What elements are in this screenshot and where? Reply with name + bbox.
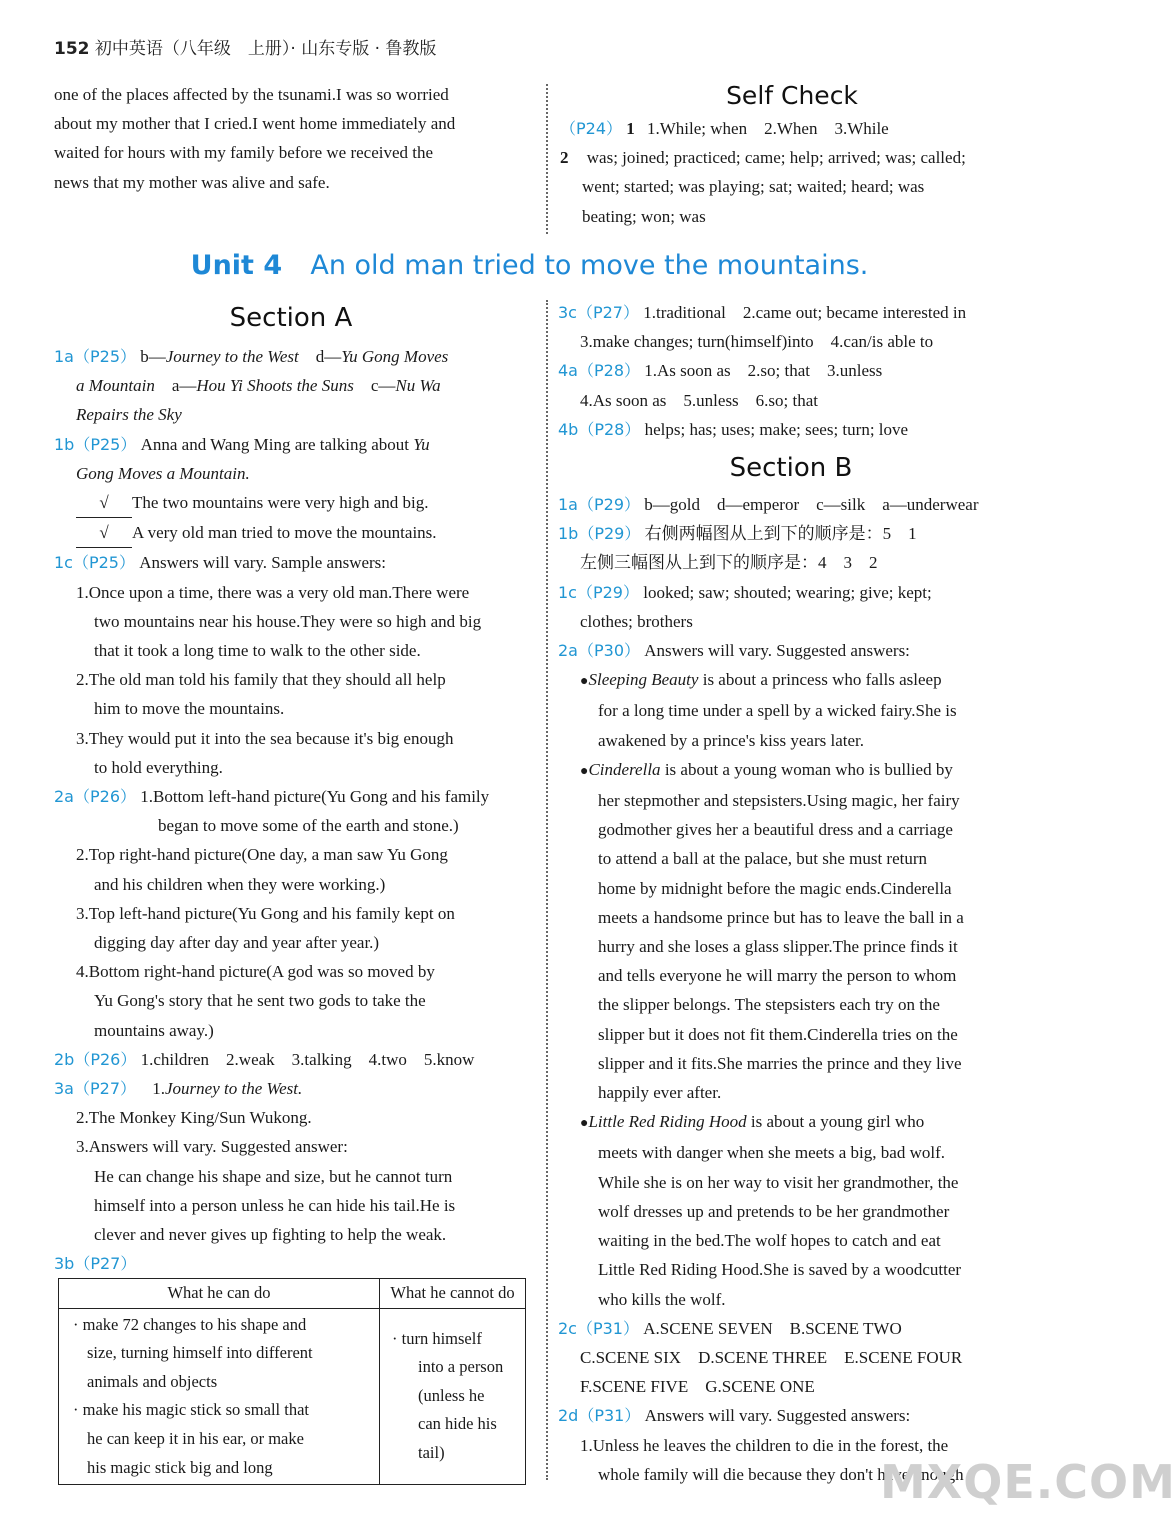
text-line: one of the places affected by the tsunami.I was so worried: [54, 85, 449, 104]
story-title: Hou Yi Shoots the Suns: [196, 376, 354, 396]
answer-text: 1.While; when 2.When 3.While: [647, 119, 889, 138]
text-line: He can change his shape and size, but he cannot turn: [94, 1166, 453, 1186]
answer-text: went; started; was playing; sat; waited; heard; was: [582, 177, 925, 197]
text-line: for a long time under a spell by a wicked fairy.She is: [598, 701, 957, 721]
text-line: slipper but it does not fit them.Cinderella tries on the: [598, 1024, 958, 1044]
page-tag: 3b（P27）: [54, 1254, 137, 1274]
story-title: Journey to the West: [165, 347, 299, 366]
cell-line: can hide his: [418, 1414, 497, 1434]
text: is about a young girl who: [746, 1112, 925, 1132]
text: Anna and Wang Ming are talking about: [140, 434, 409, 454]
text-line: and tells everyone he will marry the person to whom: [598, 966, 957, 986]
bullet-icon: ●: [580, 674, 589, 690]
text-line: 1.Unless he leaves the children to die in the forest, the: [580, 1435, 949, 1455]
story-title: Gong Moves a Mountain.: [76, 463, 250, 483]
cell-line: his magic stick big and long: [87, 1457, 273, 1477]
question-number: 1: [626, 119, 635, 138]
text-line: 4.As soon as 5.unless 6.so; that: [580, 390, 818, 410]
page-tag: 2d（P31）: [558, 1406, 641, 1426]
text-line: 2.Top right-hand picture(One day, a man saw Yu Gong: [76, 845, 448, 865]
text-line: about my mother that I cried.I went home immediately and: [54, 114, 456, 134]
page-tag: 3c（P27）: [558, 303, 639, 322]
text-line: F.SCENE FIVE G.SCENE ONE: [580, 1377, 815, 1397]
text-line: 3.Answers will vary. Suggested answer:: [76, 1137, 348, 1157]
page-header: [54, 34, 436, 59]
text-line: two mountains near his house.They were so high and big: [94, 611, 482, 631]
text: Answers will vary. Sample answers:: [139, 553, 387, 573]
unit-title: [0, 250, 1059, 281]
text-line: 3.make changes; turn(himself)into 4.can/is able to: [580, 332, 934, 352]
cell-line: into a person: [418, 1357, 504, 1377]
text: 右侧两幅图从上到下的顺序是：5 1: [644, 524, 917, 544]
section-a-title: Section A: [229, 303, 353, 333]
text: is about a princess who falls asleep: [698, 670, 942, 690]
text-line: wolf dresses up and pretends to be her grandmother: [598, 1201, 950, 1221]
text-line: began to move some of the earth and stone.): [158, 816, 459, 836]
text-line: news that my mother was alive and safe.: [54, 172, 330, 192]
text-line: slipper and it fits.She marries the prince and they live: [598, 1053, 962, 1073]
self-check-block: [560, 78, 1024, 231]
page-tag: 1c（P29）: [558, 582, 639, 602]
check-mark: √: [76, 488, 132, 518]
cell-line: · make his magic stick so small that: [73, 1400, 309, 1420]
text-line: 1.Once upon a time, there was a very old man.There were: [76, 582, 470, 602]
text-line: 左侧三幅图从上到下的顺序是：4 3 2: [580, 553, 878, 573]
page-tag: （P24）: [560, 119, 623, 138]
text-line: Little Red Riding Hood.She is saved by a woodcutter: [598, 1260, 962, 1280]
previous-answer-text: [54, 80, 528, 197]
text: 1.children 2.weak 3.talking 4.two 5.know: [140, 1049, 475, 1069]
text-line: himself into a person unless he can hide his tail.He is: [94, 1195, 456, 1215]
text-line: her stepmother and stepsisters.Using magic, her fairy: [598, 791, 960, 811]
cell-line: animals and objects: [87, 1371, 218, 1391]
story-title: Yu Gong Moves: [341, 347, 449, 366]
text: looked; saw; shouted; wearing; give; kept;: [643, 582, 932, 602]
text: Answers will vary. Suggested answers:: [644, 641, 910, 661]
text-line: clothes; brothers: [580, 611, 693, 631]
bullet-icon: ●: [580, 763, 589, 779]
text: Answers will vary. Suggested answers:: [644, 1406, 911, 1426]
table-cell-can: [59, 1308, 380, 1485]
cell-line: size, turning himself into different: [87, 1343, 313, 1363]
text-line: 1.As soon as 2.so; that 3.unless: [644, 361, 883, 381]
text-line: 1.traditional 2.came out; became interested in: [643, 303, 967, 322]
unit-label: Unit 4: [190, 250, 283, 281]
bullet-icon: ●: [580, 1116, 589, 1132]
story-title: Cinderella: [588, 759, 661, 779]
text-line: whole family will die because they don't have enough: [598, 1464, 964, 1484]
page-tag: 2a（P30）: [558, 641, 640, 661]
story-title: Little Red Riding Hood: [588, 1112, 747, 1132]
page-tag: 4a（P28）: [558, 361, 640, 381]
page-tag: 3a（P27）: [54, 1079, 136, 1099]
cell-line: (unless he: [418, 1385, 485, 1405]
text-line: awakened by a prince's kiss years later.: [598, 730, 864, 750]
table-header: What he cannot do: [380, 1279, 526, 1309]
table-header: What he can do: [59, 1279, 380, 1309]
page-tag: 2c（P31）: [558, 1318, 639, 1338]
self-check-title: Self Check: [726, 81, 858, 110]
page-tag: 1c（P25）: [54, 553, 135, 573]
page-tag: 2b（P26）: [54, 1049, 137, 1069]
text-line: who kills the wolf.: [598, 1289, 726, 1309]
book-title: 初中英语（八年级 上册）· 山东专版 · 鲁教版: [94, 39, 437, 59]
text: b—gold d—emperor c—silk a—underwear: [644, 495, 979, 515]
story-title: a Mountain: [76, 376, 155, 396]
text-line: 3.Top left-hand picture(Yu Gong and his family kept on: [76, 903, 455, 923]
text: b—: [140, 347, 166, 366]
text-line: happily ever after.: [598, 1083, 722, 1103]
text-line: the slipper belongs. The stepsisters each try on the: [598, 995, 940, 1015]
text-line: meets with danger when she meets a big, bad wolf.: [598, 1143, 945, 1163]
text: d—: [298, 347, 342, 366]
page-tag: 2a（P26）: [54, 787, 136, 807]
text-line: waiting in the bed.The wolf hopes to catch and eat: [598, 1231, 941, 1251]
section-a-left: [54, 298, 528, 1279]
text: A.SCENE SEVEN B.SCENE TWO: [643, 1318, 902, 1338]
unit-name: An old man tried to move the mountains.: [310, 250, 869, 281]
text-line: hurry and she loses a glass slipper.The prince finds it: [598, 937, 958, 957]
check-mark: √: [76, 518, 132, 548]
text: is about a young woman who is bullied by: [660, 759, 953, 779]
page-tag: 1a（P25）: [54, 347, 136, 366]
text-line: 4.Bottom right-hand picture(A god was so moved by: [76, 962, 435, 982]
text-line: 2.The Monkey King/Sun Wukong.: [76, 1108, 312, 1128]
text: A very old man tried to move the mountains.: [132, 523, 437, 543]
story-title: Sleeping Beauty: [588, 670, 699, 690]
answer-text: was; joined; practiced; came; help; arrived; was; called;: [586, 148, 966, 168]
text-line: meets a handsome prince but has to leave the ball in a: [598, 907, 964, 927]
answer-text: beating; won; was: [582, 206, 706, 226]
column-divider-top: [546, 84, 548, 234]
text-line: and his children when they were working.): [94, 874, 386, 894]
text-line: to attend a ball at the palace, but she must return: [598, 849, 928, 869]
text-line: home by midnight before the magic ends.Cinderella: [598, 878, 952, 898]
ability-table: [58, 1278, 526, 1485]
question-number: 2: [560, 148, 569, 168]
page-tag: 4b（P28）: [558, 419, 641, 439]
text: a—: [154, 376, 197, 396]
text: helps; has; uses; make; sees; turn; love: [644, 419, 909, 439]
text-line: mountains away.): [94, 1020, 214, 1040]
watermark-logo: MXQE.COM: [880, 1455, 1176, 1509]
page-number: 152: [54, 39, 90, 59]
cell-line: · turn himself: [392, 1328, 482, 1348]
text-line: to hold everything.: [94, 757, 223, 777]
table-cell-cannot: [380, 1308, 526, 1485]
cell-line: tail): [418, 1442, 445, 1462]
text-line: godmother gives her a beautiful dress and a carriage: [598, 820, 953, 840]
story-title: Repairs the Sky: [76, 405, 182, 425]
story-title: Yu: [413, 434, 430, 454]
section-b-title: Section B: [729, 453, 853, 484]
text-line: that it took a long time to walk to the other side.: [94, 641, 421, 661]
text-line: digging day after day and year after year.): [94, 933, 380, 953]
text: c—: [353, 376, 396, 396]
text-line: him to move the mountains.: [94, 699, 285, 719]
cell-line: he can keep it in his ear, or make: [87, 1428, 304, 1448]
text-line: C.SCENE SIX D.SCENE THREE E.SCENE FOUR: [580, 1347, 963, 1367]
text: The two mountains were very high and big.: [132, 493, 429, 513]
page-tag: 1b（P25）: [54, 434, 137, 454]
text-line: While she is on her way to visit her grandmother, the: [598, 1172, 959, 1192]
text: 1.: [152, 1079, 165, 1099]
page-tag: 1b（P29）: [558, 524, 641, 544]
story-title: Nu Wa: [395, 376, 441, 396]
column-divider-main: [546, 300, 548, 1480]
text-line: 2.The old man told his family that they should all help: [76, 670, 446, 690]
cell-line: · make 72 changes to his shape and: [73, 1314, 307, 1334]
page-tag: 1a（P29）: [558, 495, 640, 515]
text-line: waited for hours with my family before we received the: [54, 143, 434, 163]
text-line: 1.Bottom left-hand picture(Yu Gong and his family: [140, 787, 490, 807]
text-line: Yu Gong's story that he sent two gods to take the: [94, 991, 426, 1011]
story-title: Journey to the West.: [165, 1079, 303, 1099]
text-line: 3.They would put it into the sea because it's big enough: [76, 728, 454, 748]
text-line: clever and never gives up fighting to help the weak.: [94, 1225, 447, 1245]
right-column: [558, 298, 1024, 1489]
